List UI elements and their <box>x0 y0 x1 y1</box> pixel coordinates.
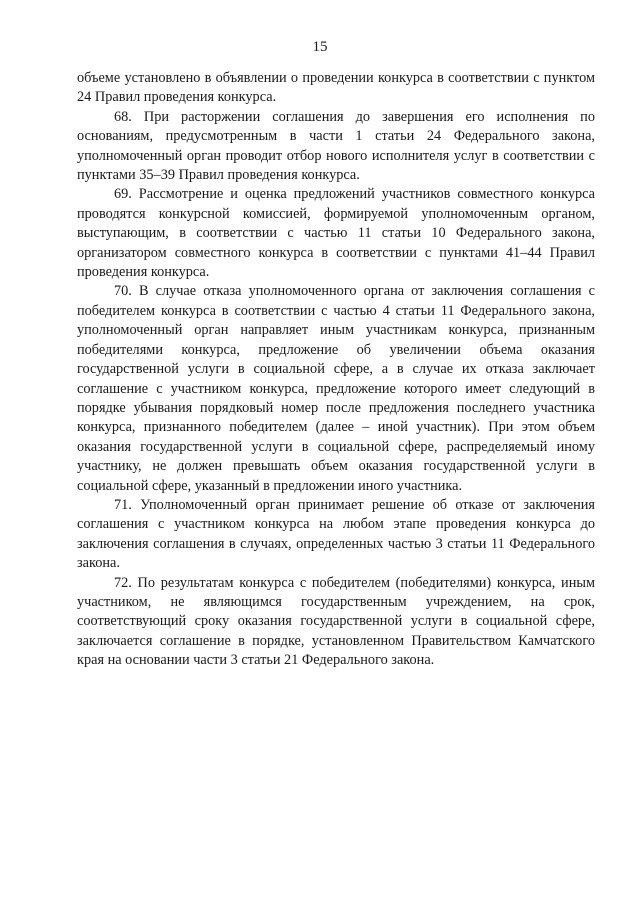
paragraph-72: 72. По результатам конкурса с победителем (победителями) конкурса, иным участником, не являющимся государственным учреждением, на срок, соответствующий сроку оказания государственной услуги в социальной сфере, заключается соглашение в порядке, установленном Правительством Камчатского края на основании части 3 статьи 21 Федерального закона. <box>77 574 595 669</box>
paragraph-70: 70. В случае отказа уполномоченного органа от заключения соглашения с победителем конкурса в соответствии с частью 4 статьи 11 Федерального закона, уполномоченный орган направляет иным участникам конкурса, признанным победителями конкурса, предложение об увеличении объема оказания государственной услуги в социальной сфере, а в случае их отказа заключает соглашение с участником конкурса, предложение которого имеет следующий в порядке убывания порядковый номер после предложения последнего участника конкурса, признанного победителем (далее – иной участник). При этом объем оказания государственной услуги в социальной сфере, распределяемый иному участнику, не должен превышать объем оказания государственной услуги в социальной сфере, указанный в предложении иного участника. <box>77 283 595 494</box>
document-body <box>77 69 595 671</box>
paragraph-71: 71. Уполномоченный орган принимает решение об отказе от заключения соглашения с участником конкурса на любом этапе проведения конкурса до заключения соглашения в случаях, определенных частью 3 статьи 11 Федерального закона. <box>77 496 595 572</box>
paragraph-continuation: объеме установлено в объявлении о проведении конкурса в соответствии с пунктом 24 Правил проведения конкурса. <box>77 70 595 106</box>
paragraph-69: 69. Рассмотрение и оценка предложений участников совместного конкурса проводятся конкурсной комиссией, формируемой уполномоченным органом, выступающим, в соответствии с частью 11 статьи 10 Федерального закона, организатором совместного конкурса в соответствии с пунктами 41–44 Правил проведения конкурса. <box>77 186 595 281</box>
page-number: 15 <box>312 39 328 55</box>
paragraph-68: 68. При расторжении соглашения до завершения его исполнения по основаниям, предусмотренным в части 1 статьи 24 Федерального закона, уполномоченный орган проводит отбор нового исполнителя услуг в соответствии с пунктами 35–39 Правил проведения конкурса. <box>77 108 595 184</box>
